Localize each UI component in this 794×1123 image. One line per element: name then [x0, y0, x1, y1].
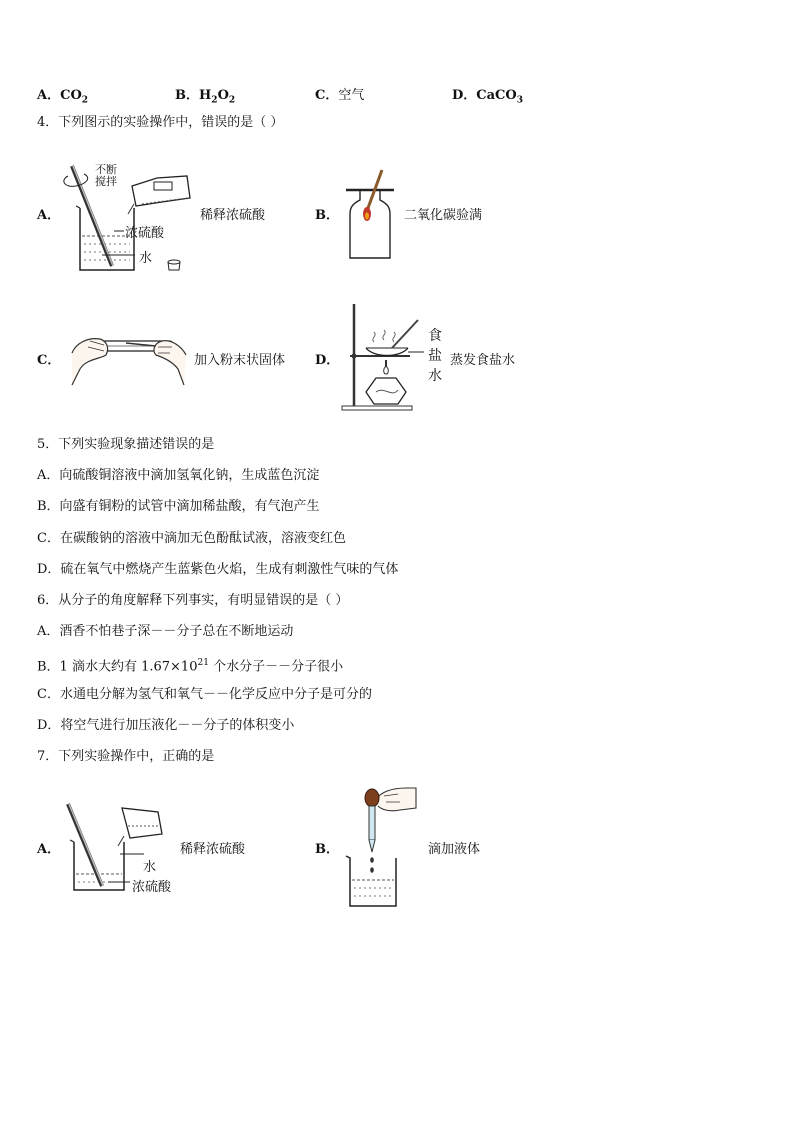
q7-b-figure-dropper [340, 782, 420, 912]
q3-option-a: A．$CO_2$ [37, 88, 89, 106]
q4-a-label-stir: 不断 搅拌 [95, 163, 117, 188]
q4-a-label-acid: 浓硫酸 [125, 226, 165, 241]
q5-stem: 5．下列实验现象描述错误的是 [37, 437, 215, 452]
q5-option-a: A．向硫酸铜溶液中滴加氢氧化钠，生成蓝色沉淀 [37, 468, 320, 483]
q6-option-b: B．1 滴水大约有 $1.67\times 10^{21}$ 个水分子－－分子很小 [37, 658, 344, 675]
q5-option-d: D．硫在氧气中燃烧产生蓝紫色火焰，生成有刺激性气味的气体 [37, 562, 399, 577]
q4-b-figure-co2-test [342, 168, 397, 263]
q5-option-b: B．向盛有铜粉的试管中滴加稀盐酸，有气泡产生 [37, 499, 320, 514]
q4-a-figure-dilute-acid [62, 158, 197, 278]
q4-c-letter: C． [37, 353, 61, 368]
q7-a-caption: 稀释浓硫酸 [180, 842, 246, 857]
q3-option-d: D．CaCO$_3$ [452, 88, 523, 106]
q3-option-c: C．空气 [315, 88, 365, 103]
q4-b-letter: B． [315, 208, 339, 223]
q6-option-c: C．水通电分解为氢气和氧气－－化学反应中分子是可分的 [37, 687, 372, 702]
q4-d-letter: D． [315, 353, 340, 368]
q7-b-caption: 滴加液体 [428, 842, 481, 857]
q4-d-caption: 蒸发食盐水 [450, 353, 516, 368]
q5-option-c: C．在碳酸钠的溶液中滴加无色酚酞试液，溶液变红色 [37, 531, 346, 546]
q7-a-label-water: 水 [143, 860, 157, 875]
q4-d-figure-evaporate [340, 300, 430, 415]
q4-b-caption: 二氧化碳验满 [404, 208, 483, 223]
q4-stem: 4．下列图示的实验操作中，错误的是（ ） [37, 115, 284, 130]
q4-a-letter: A． [37, 208, 61, 223]
q6-option-a: A．酒香不怕巷子深－－分子总在不断地运动 [37, 624, 294, 639]
q4-c-figure-powder [66, 325, 191, 390]
q4-a-label-water: 水 [139, 251, 153, 266]
q6-stem: 6．从分子的角度解释下列事实，有明显错误的是（ ） [37, 593, 349, 608]
q7-a-label-acid: 浓硫酸 [132, 880, 172, 895]
q7-a-letter: A． [37, 842, 61, 857]
q7-stem: 7．下列实验操作中，正确的是 [37, 749, 215, 764]
q3-options-row [37, 84, 597, 106]
q7-b-letter: B． [315, 842, 339, 857]
q6-option-d: D．将空气进行加压液化－－分子的体积变小 [37, 718, 295, 733]
q3-option-b: B．$H_2O_2$ [175, 88, 236, 106]
q4-a-caption: 稀释浓硫酸 [200, 208, 266, 223]
q4-d-label-salt-water: 食 盐 水 [428, 328, 442, 384]
q4-c-caption: 加入粉末状固体 [194, 353, 286, 368]
